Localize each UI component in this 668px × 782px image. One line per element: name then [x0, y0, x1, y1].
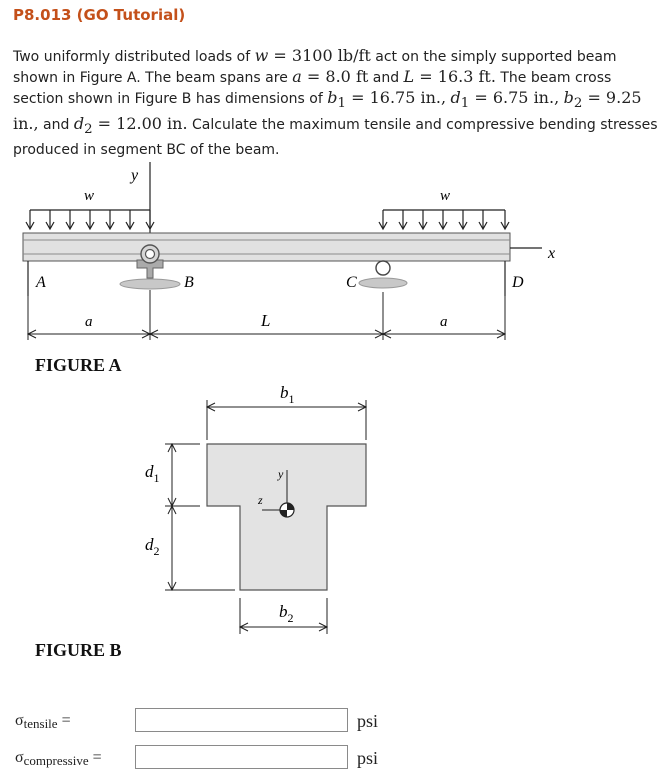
dim-a-right-label: a [440, 314, 448, 330]
distributed-load-left [26, 210, 154, 229]
y-axis-label-b: y [278, 467, 284, 481]
problem-title: P8.013 (GO Tutorial) [13, 6, 186, 24]
compressive-answer-row [15, 745, 435, 773]
dim-a-left-label: a [85, 314, 93, 330]
compressive-input[interactable] [135, 745, 348, 769]
beam [23, 233, 510, 261]
tensile-answer-row [15, 708, 435, 736]
dim-l-label: L [261, 311, 271, 330]
dim-d2-label: $d_2$ [145, 535, 160, 558]
roller-support-c [359, 261, 407, 288]
dim-d1-label: $d_1$ [145, 462, 160, 485]
dim-b2-label: $b_2$ [279, 602, 294, 625]
point-a-label: A [36, 274, 46, 291]
load-left-label: w [84, 188, 95, 204]
y-axis-label: y [131, 167, 139, 184]
distributed-load-right [379, 210, 509, 229]
z-axis-label-b: z [258, 493, 263, 507]
point-b-label: B [184, 274, 194, 291]
figure-a-caption: FIGURE A [35, 355, 122, 375]
tensile-unit: psi [357, 711, 379, 731]
point-c-label: C [346, 274, 357, 291]
x-axis-label: x [548, 245, 556, 262]
tensile-input[interactable] [135, 708, 348, 732]
figure-b-diagram [0, 380, 668, 640]
dim-b1-label: $b_1$ [280, 383, 295, 406]
point-d-label: D [512, 274, 524, 291]
load-right-label: w [440, 188, 451, 204]
centroid-symbol [280, 503, 294, 517]
problem-statement: Two uniformly distributed loads of w = 3100 lb/ft act on the simply supported beam shown in Figure A. The beam spans are a = 8.0 ft and L = 16.3 ft. The beam cross section shown in Figure B has dimensions of $b_1 = 16.75$ in., $d_1 = 6.75$ in., $b_2 = 9.25$ in., and $d_2 = 12.00$ in. Calculate the maximum tensile and compressive bending stresses produced in segment BC of the beam. [13, 46, 658, 159]
figure-a-diagram [0, 150, 668, 350]
figure-b-caption: FIGURE B [35, 640, 122, 660]
tensile-label: $\sigma_{tensile}$ = [15, 712, 71, 731]
compressive-unit: psi [357, 748, 379, 768]
compressive-label: $\sigma_{compressive}$ = [15, 749, 102, 768]
